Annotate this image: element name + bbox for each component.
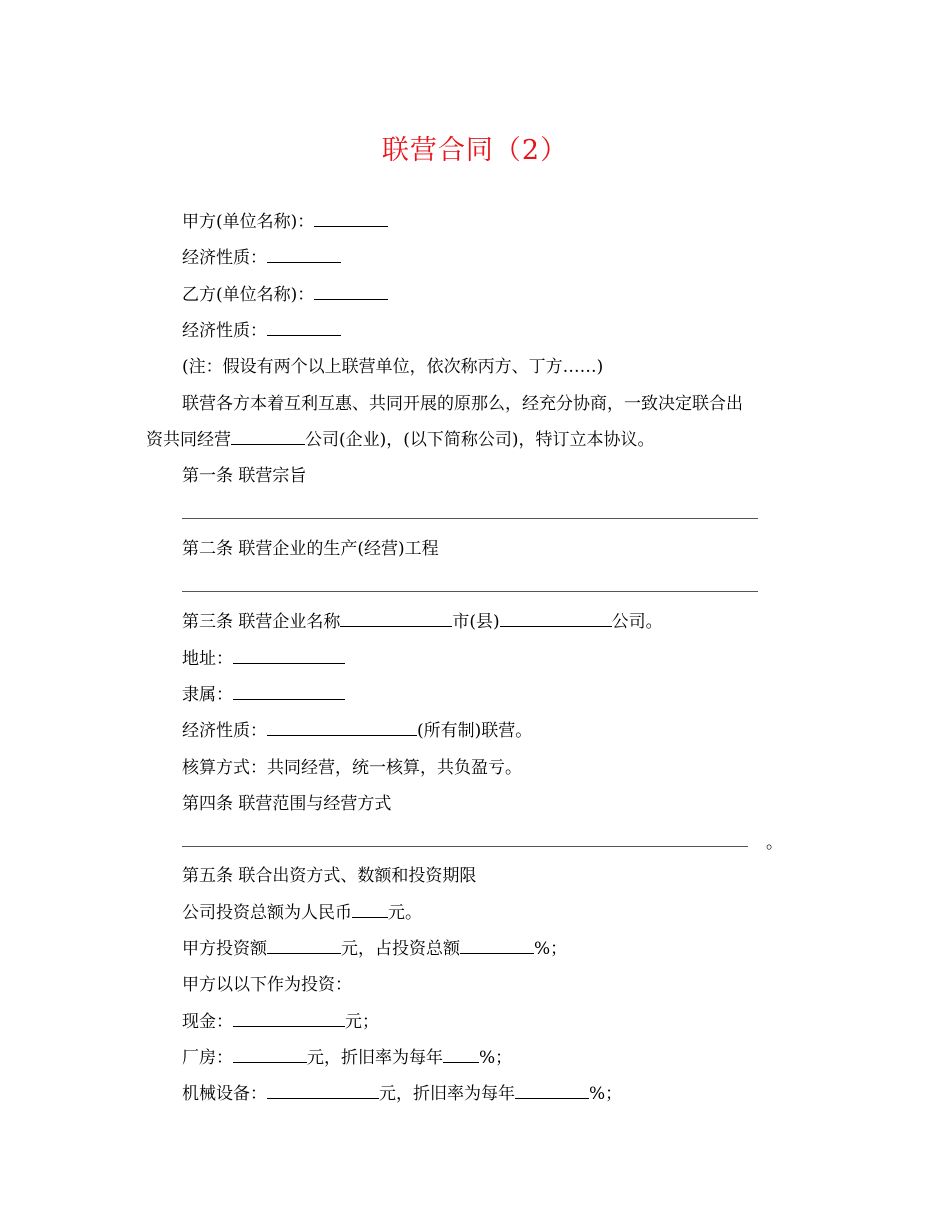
total-investment-line: 公司投资总额为人民币 元。 <box>182 903 422 923</box>
blank-field[interactable] <box>233 1010 345 1027</box>
party-a-nature: 经济性质： <box>182 246 341 270</box>
party-b-name: 乙方(单位名称)： <box>182 283 388 307</box>
article-4-fill-line[interactable] <box>182 846 748 847</box>
accounting-method-line: 核算方式：共同经营，统一核算，共负盈亏。 <box>182 758 522 778</box>
article-4-heading: 第四条 联营范围与经营方式 <box>182 794 392 814</box>
blank-field[interactable] <box>267 1082 379 1099</box>
article-2-heading: 第二条 联营企业的生产(经营)工程 <box>182 539 439 559</box>
party-a-name: 甲方(单位名称)： <box>182 210 388 234</box>
party-b-nature: 经济性质： <box>182 319 341 343</box>
address-line: 地址： <box>182 647 345 671</box>
document-title: 联营合同（2） <box>381 135 569 166</box>
blank-field[interactable] <box>515 1082 589 1099</box>
blank-field[interactable] <box>443 1046 479 1063</box>
article-4-period: 。 <box>766 833 783 853</box>
blank-field[interactable] <box>233 1046 307 1063</box>
party-a-investment-line: 甲方投资额 元，占投资总额 %； <box>182 939 568 959</box>
blank-field[interactable] <box>233 683 345 700</box>
intro-paragraph-line1: 联营各方本着互利互惠、共同开展的原那么，经充分协商，一致决定联合出 <box>182 394 743 414</box>
economic-nature-line: 经济性质： (所有制)联营。 <box>182 721 533 741</box>
machinery-line: 机械设备： 元，折旧率为每年 %； <box>182 1084 623 1104</box>
blank-field[interactable] <box>314 210 388 227</box>
affiliation-line: 隶属： <box>182 683 345 707</box>
note-line: (注：假设有两个以上联营单位，依次称丙方、丁方……) <box>182 357 604 377</box>
article-1-heading: 第一条 联营宗旨 <box>182 466 307 486</box>
blank-field[interactable] <box>340 610 452 627</box>
blank-field[interactable] <box>500 610 612 627</box>
blank-field[interactable] <box>267 246 341 263</box>
blank-field[interactable] <box>231 428 305 445</box>
blank-field[interactable] <box>460 937 534 954</box>
blank-field[interactable] <box>314 283 388 300</box>
blank-field[interactable] <box>267 319 341 336</box>
blank-field[interactable] <box>267 937 341 954</box>
blank-field[interactable] <box>352 901 388 918</box>
article-3-heading: 第三条 联营企业名称 市(县) 公司。 <box>182 612 663 632</box>
intro-paragraph-line2: 资共同经营 公司(企业)，(以下简称公司)，特订立本协议。 <box>146 430 655 450</box>
factory-line: 厂房： 元，折旧率为每年 %； <box>182 1048 513 1068</box>
blank-field[interactable] <box>267 719 417 736</box>
party-a-investment-items: 甲方以以下作为投资： <box>182 975 352 995</box>
article-5-heading: 第五条 联合出资方式、数额和投资期限 <box>182 866 477 886</box>
article-2-fill-line[interactable] <box>182 591 758 592</box>
cash-line: 现金： 元； <box>182 1012 379 1032</box>
blank-field[interactable] <box>233 647 345 664</box>
article-1-fill-line[interactable] <box>182 518 758 519</box>
